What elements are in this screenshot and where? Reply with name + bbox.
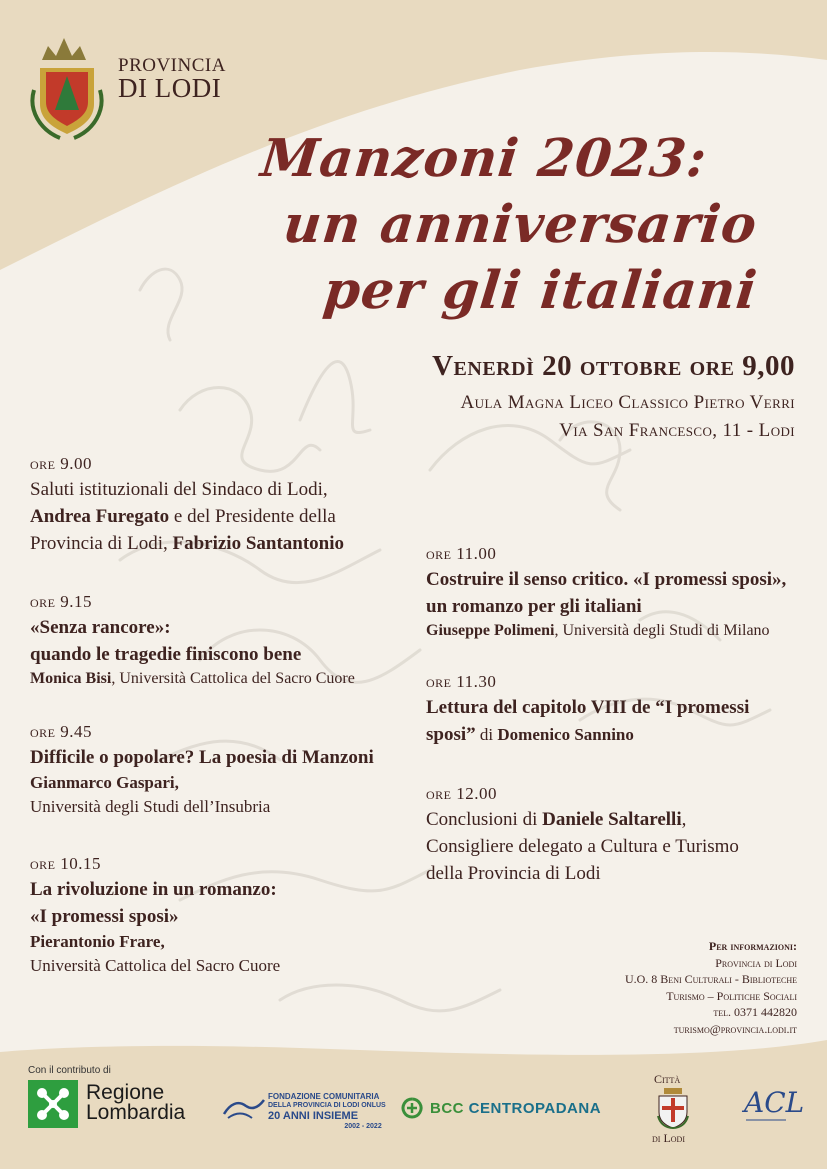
talk-title: un romanzo per gli italiani [426, 596, 642, 617]
program-time: ore 11.30 [426, 672, 497, 691]
speaker-affiliation: Università Cattolica del Sacro Cuore [30, 956, 281, 975]
speaker-affiliation: , Università degli Studi di Milano [554, 622, 770, 639]
acl-logo-text: ACL [744, 1086, 805, 1119]
talk-title: La rivoluzione in un romanzo: [30, 879, 277, 900]
program-text-part: Conclusioni di [426, 809, 543, 830]
program-item-1100 [426, 542, 816, 642]
info-email: turismo@provincia.lodi.it [673, 1021, 797, 1036]
program-text-part: Provincia di Lodi, [30, 533, 173, 554]
program-time: ore 9.15 [30, 592, 92, 611]
program-text-part: e del Presidente della [169, 506, 336, 527]
info-heading: Per informazioni: [708, 939, 797, 953]
regione-line2: Lombardia [86, 1101, 186, 1124]
provincia-line2: DI LODI [118, 73, 222, 103]
citta-label: Città [654, 1072, 681, 1086]
talk-title: «I promessi sposi» [30, 906, 179, 927]
event-address: Via San Francesco, 11 - Lodi [559, 420, 795, 441]
fondazione-hands-icon [220, 1092, 270, 1122]
acl-logo-icon [740, 1080, 805, 1126]
program-item-1200 [426, 782, 816, 887]
contrib-label: Con il contributo di [28, 1065, 111, 1076]
citta-di-lodi-crest-icon [656, 1086, 690, 1130]
regione-lombardia-logo-icon [28, 1080, 78, 1128]
program-text: Consigliere delegato a Cultura e Turismo [426, 836, 739, 857]
title-line3: per gli italiani [320, 260, 761, 321]
info-line: Turismo – Politiche Sociali [666, 988, 797, 1003]
bcc-label: BCC [430, 1100, 464, 1117]
speaker-affiliation: Università degli Studi dell’Insubria [30, 797, 271, 816]
talk-title: «Senza rancore»: [30, 617, 171, 638]
program-item-1130 [426, 670, 816, 748]
speaker-name: Pierantonio Frare, [30, 932, 165, 951]
event-venue: Aula Magna Liceo Classico Pietro Verri [460, 392, 795, 413]
speaker-name: Giuseppe Polimeni [426, 622, 555, 639]
info-line: U.O. 8 Beni Culturali - Biblioteche [624, 972, 797, 986]
title-line2: un anniversario [280, 194, 761, 255]
program-time: ore 9.00 [30, 454, 92, 473]
speaker-name: Gianmarco Gaspari, [30, 773, 179, 792]
program-item-1015 [30, 852, 430, 978]
info-line: Provincia di Lodi [715, 955, 797, 970]
event-date: Venerdì 20 ottobre ore 9,00 [432, 350, 795, 382]
title-line1: Manzoni 2023: [257, 128, 711, 189]
fondazione-comunitaria-logo [268, 1092, 386, 1131]
program-text: Saluti istituzionali del Sindaco di Lodi, [30, 479, 328, 500]
centropadana-label: CENTROPADANA [468, 1100, 602, 1117]
fondazione-line4: 2002 - 2022 [344, 1123, 382, 1130]
provincia-line1: PROVINCIA [118, 55, 226, 76]
speaker-name: Monica Bisi [30, 670, 112, 687]
program-item-0945 [30, 720, 430, 819]
event-title [197, 126, 761, 324]
speaker-name: Fabrizio Santantonio [172, 533, 345, 554]
speaker-name: Andrea Furegato [30, 506, 170, 527]
fondazione-line1: FONDAZIONE COMUNITARIA [268, 1092, 380, 1101]
info-block [625, 938, 797, 1037]
di-lodi-label: di Lodi [652, 1131, 685, 1145]
regione-line1: Regione [86, 1081, 165, 1104]
speaker-name: Domenico Sannino [497, 725, 634, 744]
provincia-name [118, 56, 226, 102]
program-time: ore 9.45 [30, 722, 92, 741]
program-text [30, 530, 410, 557]
speaker-name: Daniele Saltarelli [542, 809, 682, 830]
fondazione-line2: DELLA PROVINCIA DI LODI ONLUS [268, 1102, 386, 1109]
talk-title: Costruire il senso critico. «I promessi sposi», [426, 569, 787, 590]
info-phone: tel. 0371 442820 [713, 1005, 797, 1019]
program-text: della Provincia di Lodi [426, 863, 601, 884]
bcc-logo-icon [400, 1096, 424, 1120]
program-item-0900 [30, 452, 410, 557]
talk-title: quando le tragedie finiscono bene [30, 644, 302, 665]
program-time: ore 11.00 [426, 544, 497, 563]
talk-title: Lettura del capitolo VIII de “I promessi [426, 697, 750, 718]
provincia-crest-icon [28, 30, 106, 142]
program-text-part: , [681, 809, 687, 830]
program-text [30, 503, 410, 530]
talk-title: sposi” [426, 724, 476, 745]
program-text-part: di [475, 725, 498, 744]
bcc-centropadana-logo [430, 1100, 601, 1117]
program-item-0915 [30, 590, 430, 690]
regione-lombardia-name [86, 1083, 185, 1123]
program-time: ore 12.00 [426, 784, 497, 803]
talk-title: Difficile o popolare? La poesia di Manzoni [30, 747, 374, 768]
fondazione-line3: 20 ANNI INSIEME [268, 1110, 359, 1122]
speaker-affiliation: , Università Cattolica del Sacro Cuore [111, 670, 355, 687]
program-time: ore 10.15 [30, 854, 101, 873]
